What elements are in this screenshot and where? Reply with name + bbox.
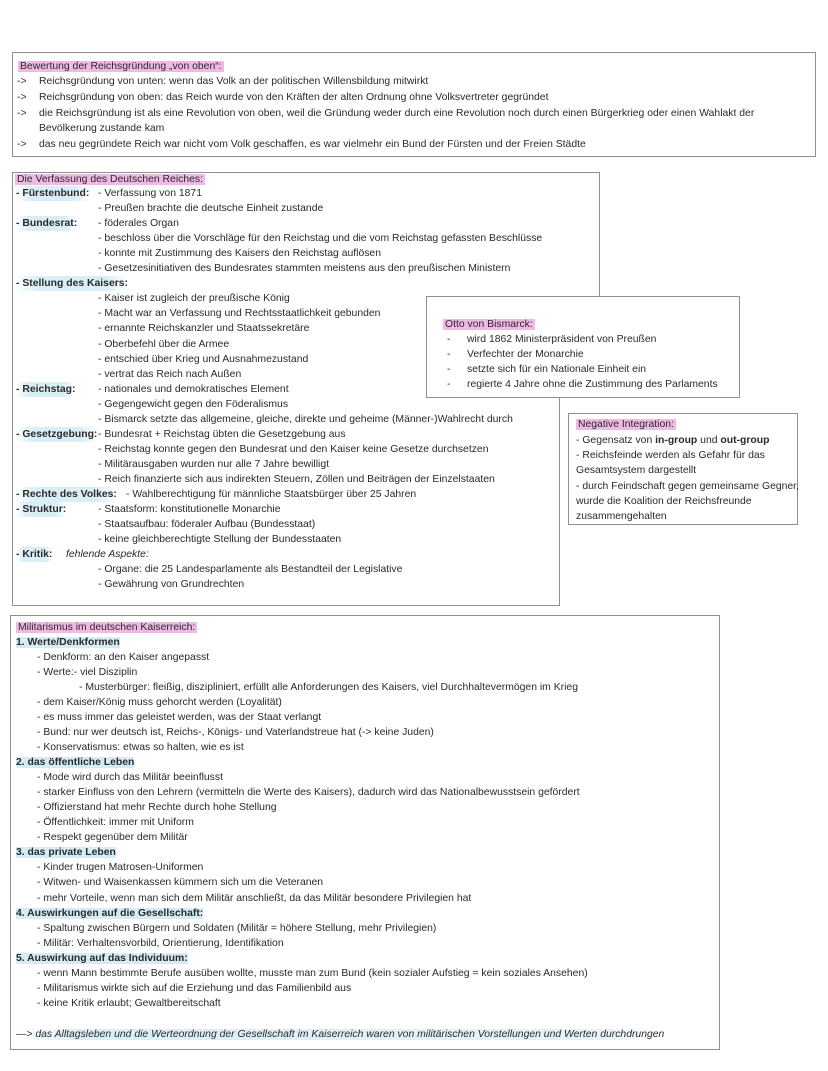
verfassung-item: - keine gleichberechtigte Stellung der Bundesstaaten	[98, 534, 342, 546]
verfassung-item: - Reich finanzierte sich aus indirekten Steuern, Zöllen und Beiträgen der Einzelstaaten	[98, 473, 495, 485]
verfassung-label: - Bundesrat:	[16, 218, 78, 230]
verfassung-title: Die Verfassung des Deutschen Reiches:	[17, 174, 203, 185]
verfassung-item: - Reichstag konnte gegen den Bundesrat und den Kaiser keine Gesetze durchsetzen	[98, 443, 489, 455]
militarismus-heading-text: 2. das öffentliche Leben	[16, 757, 135, 769]
militarismus-box	[10, 615, 720, 1050]
verfassung-item: - Gesetzesinitiativen des Bundesrates stammten meistens aus den preußischen Ministern	[98, 263, 511, 275]
verfassung-italic: fehlende Aspekte:	[66, 549, 149, 561]
militarismus-item: - Kinder trugen Matrosen-Uniformen	[37, 862, 204, 874]
verfassung-item: - Verfassung von 1871	[98, 188, 202, 199]
bewertung-arrow: ->	[17, 108, 27, 119]
militarismus-item: - wenn Mann bestimmte Berufe ausüben wollte, musste man zum Bund (kein sozialer Aufstieg = kein soziales Ansehen)	[37, 967, 588, 979]
verfassung-item: - Bundesrat + Reichstag übten die Gesetzgebung aus	[98, 428, 346, 440]
militarismus-heading	[16, 755, 134, 770]
militarismus-item: - Denkform: an den Kaiser angepasst	[37, 652, 210, 664]
militarismus-item: - Militarismus wirkte sich auf die Erziehung und das Familienbild aus	[37, 982, 352, 994]
militarismus-item: - starker Einfluss von den Lehrern (vermitteln die Werte des Kaisers), dadurch wird das Nationalbewusstsein gefördert	[37, 787, 580, 799]
bismarck-item: Verfechter der Monarchie	[467, 349, 584, 360]
verfassung-label: - Stellung des Kaisers:	[16, 278, 129, 290]
verfassung-item: - Kaiser ist zugleich der preußische König	[98, 293, 290, 305]
verfassung-item: - Staatsform: konstitutionelle Monarchie	[98, 504, 281, 516]
militarismus-item: - Mode wird durch das Militär beeinflusst	[37, 772, 223, 784]
bewertung-arrow: ->	[17, 139, 27, 150]
militarismus-item: - es muss immer das geleistet werden, was der Staat verlangt	[37, 712, 322, 724]
verfassung-label: - Reichstag:	[16, 383, 76, 395]
militarismus-item: - Musterbürger: fleißig, diszipliniert, erfüllt alle Anforderungen des Kaisers, viel Durchhaltevermögen im Krieg	[79, 682, 578, 694]
militarismus-item: - Öffentlichkeit: immer mit Uniform	[37, 817, 194, 829]
bismarck-item: setzte sich für ein Nationale Einheit ein	[467, 364, 647, 375]
verfassung-item: - vertrat das Reich nach Außen	[98, 368, 242, 380]
verfassung-item: - ernannte Reichskanzler und Staatssekretäre	[98, 323, 310, 335]
bewertung-title: Bewertung der Reichsgründung „von oben“:	[20, 61, 222, 72]
militarismus-item: - Bund: nur wer deutsch ist, Reichs-, Königs- und Vaterlandstreue hat (-> keine Juden)	[37, 727, 434, 739]
bewertung-item-cont: Bevölkerung zustande kam	[39, 123, 165, 134]
militarismus-heading-text: 1. Werte/Denkformen	[16, 637, 120, 648]
integration-line: zusammengehalten	[576, 511, 667, 522]
militarismus-heading	[16, 845, 116, 860]
bewertung-item: Reichsgründung von unten: wenn das Volk an der politischen Willensbildung mitwirkt	[39, 76, 429, 87]
integration-title: Negative Integration:	[578, 419, 674, 430]
militarismus-item: - Spaltung zwischen Bürgern und Soldaten (Militär = höhere Stellung, mehr Privilegien)	[37, 922, 437, 934]
militarismus-heading	[16, 906, 203, 921]
militarismus-item: - Werte:- viel Disziplin	[37, 667, 138, 679]
verfassung-item: - konnte mit Zustimmung des Kaisers den Reichstag auflösen	[98, 248, 381, 260]
verfassung-item: - nationales und demokratisches Element	[98, 383, 289, 395]
bismarck-item: regierte 4 Jahre ohne die Zustimmung des Parlaments	[467, 379, 718, 390]
militarismus-title: Militarismus im deutschen Kaiserreich:	[18, 622, 196, 633]
militarismus-heading	[16, 635, 120, 650]
verfassung-item: - Oberbefehl über die Armee	[98, 338, 230, 350]
bismarck-title: Otto von Bismarck:	[445, 319, 533, 330]
verfassung-label: - Struktur:	[16, 504, 67, 516]
bewertung-item: die Reichsgründung ist als eine Revolution von oben, weil die Gründung weder durch eine Revolution noch durch einen Bürgerkrieg oder einen Wahlakt der	[39, 108, 755, 119]
verfassung-item: - Wahlberechtigung für männliche Staatsbürger über 25 Jahren	[126, 489, 417, 500]
verfassung-item: - Gegengewicht gegen den Föderalismus	[98, 398, 289, 410]
bismarck-item: wird 1862 Ministerpräsident von Preußen	[467, 334, 657, 345]
bismarck-box	[426, 296, 740, 398]
verfassung-item: - entschied über Krieg und Ausnahmezustand	[98, 353, 309, 365]
verfassung-item: - Preußen brachte die deutsche Einheit zustande	[98, 203, 324, 215]
verfassung-item: - Macht war an Verfassung und Rechtsstaatlichkeit gebunden	[98, 308, 381, 320]
bismarck-bullet: -	[447, 349, 451, 360]
militarismus-item: - keine Kritik erlaubt; Gewaltbereitschaft	[37, 997, 221, 1009]
verfassung-label: - Fürstenbund:	[16, 188, 90, 199]
militarismus-heading	[16, 951, 188, 966]
bewertung-box	[12, 52, 816, 157]
militarismus-item: - Konservatismus: etwas so halten, wie es ist	[37, 742, 244, 754]
verfassung-item: - Militärausgaben wurden nur alle 7 Jahre bewilligt	[98, 458, 330, 470]
militarismus-heading-text: 5. Auswirkung auf das Individuum:	[16, 952, 188, 964]
bismarck-bullet: -	[447, 364, 451, 375]
verfassung-item: - Bismarck setzte das allgemeine, gleiche, direkte und geheime (Männer-)Wahlrecht durch	[98, 413, 513, 425]
militarismus-item: - Respekt gegenüber dem Militär	[37, 832, 188, 844]
bewertung-item: das neu gegründete Reich war nicht vom Volk geschaffen, es war vielmehr ein Bund der Fürsten und der Freien Städte	[39, 139, 586, 150]
verfassung-item: - Organe: die 25 Landesparlamente als Bestandteil der Legislative	[98, 564, 403, 576]
verfassung-label: - Gesetzgebung:	[16, 428, 98, 440]
integration-line: - Gegensatz von in-group und out-group	[576, 435, 770, 446]
militarismus-item: - Witwen- und Waisenkassen kümmern sich um die Veteranen	[37, 877, 324, 889]
integration-box	[568, 413, 798, 525]
verfassung-item: - Gewährung von Grundrechten	[98, 579, 245, 591]
bismarck-bullet: -	[447, 334, 451, 345]
verfassung-label: - Kritik:	[16, 549, 53, 561]
integration-line: - Reichsfeinde werden als Gefahr für das	[576, 450, 765, 461]
bewertung-item: Reichsgründung von oben: das Reich wurde von den Kräften der alten Ordnung ohne Volksvertreter gegründet	[39, 92, 549, 103]
verfassung-item: - föderales Organ	[98, 218, 179, 230]
militarismus-item: - mehr Vorteile, wenn man sich dem Militär anschließt, da das Militär besondere Privilegien hat	[37, 892, 472, 904]
bewertung-arrow: ->	[17, 92, 27, 103]
bewertung-arrow: ->	[17, 76, 27, 87]
verfassung-label: - Rechte des Volkes:	[16, 489, 117, 500]
militarismus-heading-text: 3. das private Leben	[16, 847, 116, 859]
integration-line: wurde die Koalition der Reichsfreunde	[576, 496, 752, 507]
militarismus-conclusion: —> das Alltagsleben und die Werteordnung der Gesellschaft im Kaiserreich waren von militärischen Vorstellungen und Werten durchdrungen	[16, 1029, 665, 1040]
militarismus-item: - dem Kaiser/König muss gehorcht werden (Loyalität)	[37, 697, 282, 709]
integration-line: - durch Feindschaft gegen gemeinsame Gegner,	[576, 481, 799, 492]
bismarck-bullet: -	[447, 379, 451, 390]
militarismus-heading-text: 4. Auswirkungen auf die Gesellschaft:	[16, 907, 204, 919]
militarismus-item: - Militär: Verhaltensvorbild, Orientierung, Identifikation	[37, 937, 284, 949]
verfassung-item: - Staatsaufbau: föderaler Aufbau (Bundesstaat)	[98, 519, 316, 531]
integration-line: Gesamtsystem dargestellt	[576, 465, 697, 476]
verfassung-item: - beschloss über die Vorschläge für den Reichstag und die vom Reichstag gefassten Beschlüsse	[98, 233, 543, 245]
militarismus-item: - Offizierstand hat mehr Rechte durch hohe Stellung	[37, 802, 277, 814]
